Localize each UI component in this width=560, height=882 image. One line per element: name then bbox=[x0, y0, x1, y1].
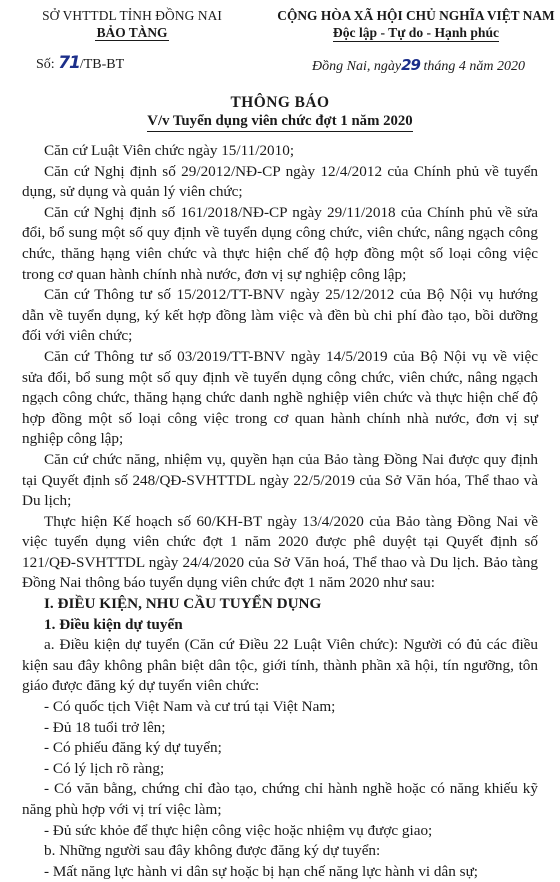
issuing-agency bbox=[32, 7, 232, 41]
section-heading: I. ĐIỀU KIỆN, NHU CẦU TUYỂN DỤNG bbox=[44, 595, 322, 613]
list-item: - Có lý lịch rõ ràng; bbox=[44, 759, 165, 777]
list-item: - Có văn bằng, chứng chỉ đào tạo, chứng chỉ hành nghề hoặc có năng khiếu kỹ năng phù hợp với vị trí việc làm; bbox=[22, 780, 538, 818]
exclusions-paragraph: b. Những người sau đây không được đăng ký dự tuyển: bbox=[44, 842, 381, 860]
list-item: - Có phiếu đăng ký dự tuyển; bbox=[44, 739, 222, 757]
legal-basis-paragraph: Căn cứ Luật Viên chức ngày 15/11/2010; bbox=[44, 142, 295, 159]
national-motto-text: Độc lập - Tự do - Hạnh phúc bbox=[332, 25, 500, 40]
list-item: - Mất năng lực hành vi dân sự hoặc bị hạn chế năng lực hành vi dân sự; bbox=[44, 862, 479, 880]
legal-basis-paragraph: Căn cứ Nghị định số 29/2012/NĐ-CP ngày 12/4/2012 của Chính phủ về tuyển dụng, sử dụng và quản lý viên chức; bbox=[22, 162, 538, 201]
republic-name: CỘNG HÒA XÃ HỘI CHỦ NGHĨA VIỆT NAM bbox=[277, 8, 555, 23]
document-number bbox=[36, 53, 124, 73]
doc-no-handwritten: 71 bbox=[58, 53, 80, 73]
conditions-list bbox=[22, 697, 538, 841]
document-header bbox=[22, 0, 555, 76]
legal-basis-paragraph: Căn cứ chức năng, nhiệm vụ, quyền hạn của Bảo tàng Đồng Nai được quy định tại Quyết định số 248/QĐ-SVHTTDL ngày 22/5/2019 của Sở Văn hóa, Thể thao và Du lịch; bbox=[22, 450, 538, 510]
national-motto bbox=[260, 24, 560, 41]
document-title: THÔNG BÁO bbox=[230, 94, 330, 111]
date-day-handwritten: 29 bbox=[401, 56, 420, 74]
national-title bbox=[260, 7, 560, 41]
date-suffix: tháng 4 năm 2020 bbox=[423, 59, 525, 74]
exclusions-list bbox=[22, 862, 538, 882]
legal-basis-paragraph: Căn cứ Thông tư số 03/2019/TT-BNV ngày 14/5/2019 của Bộ Nội vụ về việc sửa đổi, bổ sung một số quy định về tuyển dụng công chức, viên chức, nâng ngạch ngạch công chức, thăng hạng chức danh nghề nghiệp viên chức và thực hiện chế độ hợp đồng một số loại công việc trong cơ quan hành chính nhà nước, đơn vị sự nghiệp công lập; bbox=[22, 347, 538, 448]
doc-no-label: Số: bbox=[36, 57, 55, 72]
document-body bbox=[22, 141, 538, 882]
document-subtitle-text: V/v Tuyển dụng viên chức đợt 1 năm 2020 bbox=[147, 112, 412, 132]
list-item: - Có quốc tịch Việt Nam và cư trú tại Việt Nam; bbox=[44, 698, 336, 716]
legal-basis-paragraph: Căn cứ Thông tư số 15/2012/TT-BNV ngày 25/12/2012 của Bộ Nội vụ hướng dẫn về tuyển dụng, ký kết hợp đồng làm việc và đền bù chi phí đào tạo, bồi dưỡng đối với viên chức; bbox=[22, 286, 538, 345]
agency-name-text: BẢO TÀNG bbox=[96, 25, 168, 40]
list-item: - Đủ sức khỏe để thực hiện công việc hoặc nhiệm vụ được giao; bbox=[44, 821, 433, 839]
document-subtitle bbox=[22, 112, 538, 132]
conditions-paragraph: a. Điều kiện dự tuyển (Căn cứ Điều 22 Luật Viên chức): Người có đủ các điều kiện sau đây không phân biệt dân tộc, giới tính, thành phần xã hội, tín ngưỡng, tôn giáo được đăng ký dự tuyển viên chức: bbox=[22, 636, 538, 695]
agency-name bbox=[32, 24, 232, 41]
doc-no-suffix: /TB-BT bbox=[79, 57, 125, 72]
subsection-heading: 1. Điều kiện dự tuyển bbox=[44, 615, 183, 633]
document-date bbox=[312, 56, 525, 75]
date-prefix: Đồng Nai, ngày bbox=[312, 59, 402, 74]
list-item: - Đủ 18 tuổi trở lên; bbox=[44, 718, 166, 736]
intro-paragraph: Thực hiện Kế hoạch số 60/KH-BT ngày 13/4/2020 của Bảo tàng Đồng Nai về việc tuyển dụng viên chức đợt 1 năm 2020 được phê duyệt tại Quyết định số 121/QĐ-SVHTTDL ngày 24/4/2020 của Sở Văn hoá, Thể thao và Du lịch. Bảo tàng Đồng Nai thông báo tuyển dụng viên chức đợt 1 năm 2020 như sau: bbox=[22, 512, 538, 592]
legal-basis-paragraph: Căn cứ Nghị định số 161/2018/NĐ-CP ngày 29/11/2018 của Chính phủ về sửa đổi, bổ sung một số quy định về tuyển dụng công chức, viên chức, nâng ngạch công chức, thăng hạng viên chức và thực hiện chế độ hợp đồng một số loại công việc trong cơ quan hành chính nhà nước, đơn vị sự nghiệp công lập; bbox=[22, 203, 538, 283]
agency-parent: SỞ VHTTDL TỈNH ĐỒNG NAI bbox=[42, 8, 222, 23]
